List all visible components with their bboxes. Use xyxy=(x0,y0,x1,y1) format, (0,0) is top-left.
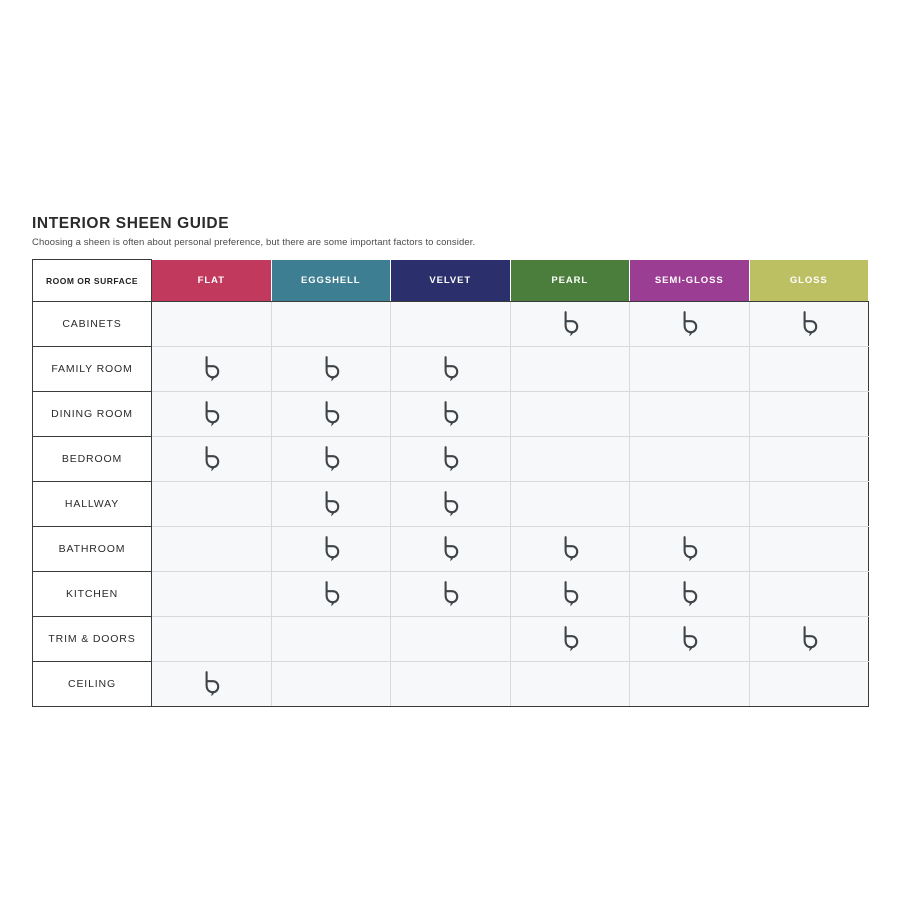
page-subtitle: Choosing a sheen is often about personal preference, but there are some important factors to consider. xyxy=(32,237,476,248)
brush-mark-icon xyxy=(679,536,699,562)
recommended-cell xyxy=(630,302,750,347)
empty-cell xyxy=(152,527,272,572)
recommended-cell xyxy=(391,572,511,617)
brush-mark-icon xyxy=(679,311,699,337)
empty-cell xyxy=(630,662,750,707)
brush-mark-icon xyxy=(440,401,460,427)
brush-mark-icon xyxy=(440,581,460,607)
empty-cell xyxy=(630,347,750,392)
row-label-bedroom: BEDROOM xyxy=(33,437,152,482)
recommended-cell xyxy=(391,347,511,392)
row-label-kitchen: KITCHEN xyxy=(33,572,152,617)
empty-cell xyxy=(749,392,869,437)
brush-mark-icon xyxy=(440,446,460,472)
brush-mark-icon xyxy=(440,356,460,382)
brush-mark-icon xyxy=(201,671,221,697)
empty-cell xyxy=(152,302,272,347)
empty-cell xyxy=(749,437,869,482)
empty-cell xyxy=(630,392,750,437)
brush-mark-icon xyxy=(679,626,699,652)
recommended-cell xyxy=(271,572,391,617)
recommended-cell xyxy=(271,527,391,572)
brush-mark-icon xyxy=(201,401,221,427)
recommended-cell xyxy=(630,617,750,662)
recommended-cell xyxy=(391,392,511,437)
recommended-cell xyxy=(152,437,272,482)
empty-cell xyxy=(510,437,630,482)
empty-cell xyxy=(749,527,869,572)
sheen-guide-table xyxy=(32,259,869,707)
empty-cell xyxy=(510,482,630,527)
recommended-cell xyxy=(271,482,391,527)
recommended-cell xyxy=(510,302,630,347)
recommended-cell xyxy=(391,437,511,482)
row-label-ceiling: CEILING xyxy=(33,662,152,707)
brush-mark-icon xyxy=(799,626,819,652)
table-row xyxy=(33,392,869,437)
empty-cell xyxy=(630,482,750,527)
recommended-cell xyxy=(510,572,630,617)
brush-mark-icon xyxy=(440,536,460,562)
empty-cell xyxy=(749,572,869,617)
empty-cell xyxy=(391,302,511,347)
brush-mark-icon xyxy=(560,311,580,337)
empty-cell xyxy=(271,662,391,707)
row-label-dining-room: DINING ROOM xyxy=(33,392,152,437)
empty-cell xyxy=(630,437,750,482)
brush-mark-icon xyxy=(560,626,580,652)
brush-mark-icon xyxy=(321,356,341,382)
row-label-trim-doors: TRIM & DOORS xyxy=(33,617,152,662)
empty-cell xyxy=(749,662,869,707)
table-row xyxy=(33,482,869,527)
column-header-gloss: GLOSS xyxy=(749,260,869,302)
empty-cell xyxy=(152,482,272,527)
brush-mark-icon xyxy=(321,446,341,472)
recommended-cell xyxy=(152,662,272,707)
recommended-cell xyxy=(271,392,391,437)
empty-cell xyxy=(391,662,511,707)
column-header-flat: FLAT xyxy=(152,260,272,302)
recommended-cell xyxy=(749,617,869,662)
table-body xyxy=(33,302,869,707)
row-label-bathroom: BATHROOM xyxy=(33,527,152,572)
row-label-family-room: FAMILY ROOM xyxy=(33,347,152,392)
brush-mark-icon xyxy=(321,401,341,427)
empty-cell xyxy=(391,617,511,662)
page-title: INTERIOR SHEEN GUIDE xyxy=(32,215,230,232)
brush-mark-icon xyxy=(201,446,221,472)
recommended-cell xyxy=(749,302,869,347)
empty-cell xyxy=(510,662,630,707)
brush-mark-icon xyxy=(321,581,341,607)
empty-cell xyxy=(271,617,391,662)
column-header-velvet: VELVET xyxy=(391,260,511,302)
table-row xyxy=(33,347,869,392)
table-header-row xyxy=(33,260,869,302)
recommended-cell xyxy=(391,527,511,572)
table-row xyxy=(33,662,869,707)
empty-cell xyxy=(749,347,869,392)
recommended-cell xyxy=(630,527,750,572)
recommended-cell xyxy=(152,392,272,437)
table-row xyxy=(33,437,869,482)
table-row xyxy=(33,617,869,662)
column-header-room-or-surface: ROOM OR SURFACE xyxy=(33,260,152,302)
column-header-semi-gloss: SEMI-GLOSS xyxy=(630,260,750,302)
table-header xyxy=(33,260,869,302)
brush-mark-icon xyxy=(799,311,819,337)
brush-mark-icon xyxy=(321,491,341,517)
table-row xyxy=(33,302,869,347)
brush-mark-icon xyxy=(679,581,699,607)
brush-mark-icon xyxy=(201,356,221,382)
recommended-cell xyxy=(152,347,272,392)
recommended-cell xyxy=(510,527,630,572)
recommended-cell xyxy=(391,482,511,527)
column-header-eggshell: EGGSHELL xyxy=(271,260,391,302)
empty-cell xyxy=(510,392,630,437)
empty-cell xyxy=(152,572,272,617)
sheen-guide-sheet xyxy=(32,215,868,707)
empty-cell xyxy=(510,347,630,392)
row-label-hallway: HALLWAY xyxy=(33,482,152,527)
empty-cell xyxy=(271,302,391,347)
row-label-cabinets: CABINETS xyxy=(33,302,152,347)
brush-mark-icon xyxy=(560,536,580,562)
brush-mark-icon xyxy=(440,491,460,517)
column-header-pearl: PEARL xyxy=(510,260,630,302)
recommended-cell xyxy=(630,572,750,617)
recommended-cell xyxy=(510,617,630,662)
empty-cell xyxy=(152,617,272,662)
recommended-cell xyxy=(271,347,391,392)
brush-mark-icon xyxy=(560,581,580,607)
table-row xyxy=(33,572,869,617)
table-row xyxy=(33,527,869,572)
recommended-cell xyxy=(271,437,391,482)
brush-mark-icon xyxy=(321,536,341,562)
empty-cell xyxy=(749,482,869,527)
